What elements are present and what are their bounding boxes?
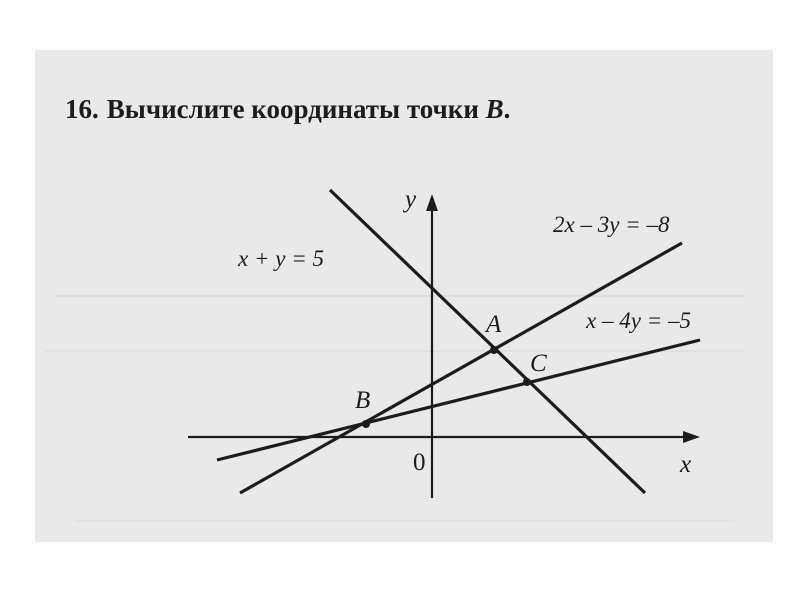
problem-point: B bbox=[485, 94, 504, 124]
line-2x-minus-3y-eq-minus-8 bbox=[240, 243, 682, 493]
x-axis-label: x bbox=[680, 451, 692, 478]
x-axis-arrow-icon bbox=[683, 431, 700, 443]
problem-number: 16. bbox=[65, 94, 99, 124]
equation-label-1: x + y = 5 bbox=[238, 246, 324, 271]
point-c bbox=[523, 378, 531, 386]
line-x-minus-4y-eq-minus-5 bbox=[217, 340, 700, 460]
point-b bbox=[362, 420, 370, 428]
y-axis-label: y bbox=[405, 186, 417, 213]
equation-label-2: 2x – 3y = –8 bbox=[553, 212, 670, 237]
equation-label-3: x – 4y = –5 bbox=[586, 308, 691, 333]
y-axis-arrow-icon bbox=[426, 194, 438, 211]
point-b-label: B bbox=[355, 387, 371, 414]
point-a-label: A bbox=[486, 311, 502, 338]
point-c-label: C bbox=[530, 350, 547, 377]
problem-end: . bbox=[503, 94, 511, 124]
point-a bbox=[490, 346, 498, 354]
origin-label: 0 bbox=[413, 449, 426, 476]
problem-text: Вычислите координаты точки bbox=[106, 94, 479, 124]
